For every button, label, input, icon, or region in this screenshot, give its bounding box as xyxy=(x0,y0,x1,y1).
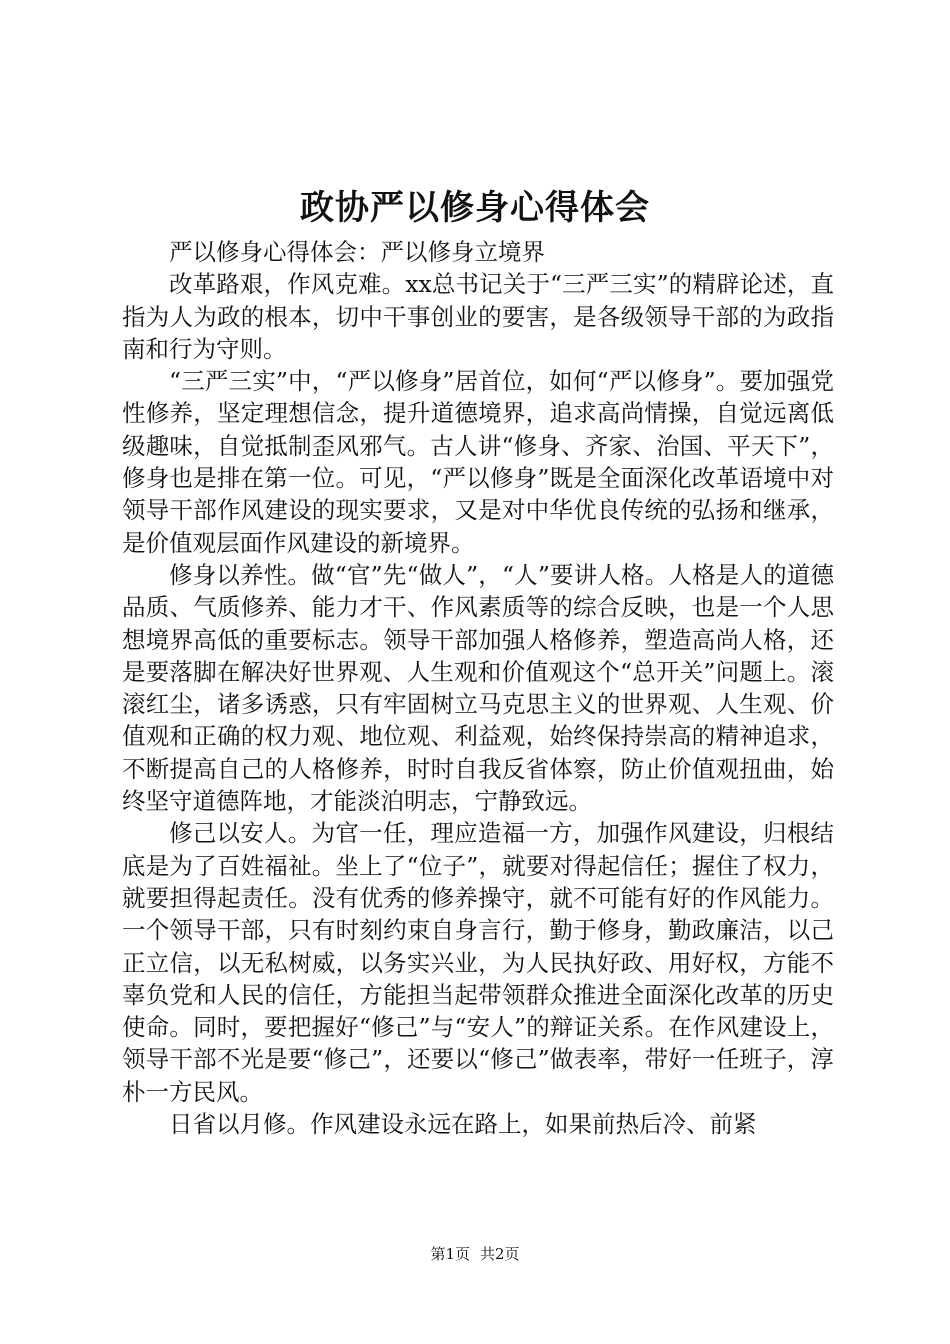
paragraph: 修身以养性。做“官”先“做人”，“人”要讲人格。人格是人的道德品质、气质修养、能力才干、作风素质等的综合反映，也是一个人思想境界高低的重要标志。领导干部加强人格修养，塑造高尚人格，还是要落脚在解决好世界观、人生观和价值观这个“总开关”问题上。滚滚红尘，诸多诱惑，只有牢固树立马克思主义的世界观、人生观、价值观和正确的权力观、地位观、利益观，始终保持崇高的精神追求，不断提高自己的人格修养，时时自我反省体察，防止价值观扭曲，始终坚守道德阵地，才能淡泊明志，宁静致远。 xyxy=(122,560,834,816)
document-body xyxy=(122,236,834,1140)
paragraph: 修己以安人。为官一任，理应造福一方，加强作风建设，归根结底是为了百姓福祉。坐上了“位子”，就要对得起信任；握住了权力，就要担得起责任。没有优秀的修养操守，就不可能有好的作风能力。一个领导干部，只有时刻约束自身言行，勤于修身，勤政廉洁，以己正立信，以无私树威，以务实兴业，为人民执好政、用好权，方能不辜负党和人民的信任，方能担当起带领群众推进全面深化改革的历史使命。同时，要把握好“修己”与“安人”的辩证关系。在作风建设上，领导干部不光是要“修己”，还要以“修己”做表率，带好一任班子，淳朴一方民风。 xyxy=(122,819,834,1106)
page-number: 第1页 xyxy=(430,1245,470,1263)
page-footer xyxy=(0,1243,950,1265)
paragraph: 改革路艰，作风克难。xx总书记关于“三严三实”的精辟论述，直指为人为政的根本，切中干事创业的要害，是各级领导干部的为政指南和行为守则。 xyxy=(122,270,834,363)
page-total: 共2页 xyxy=(480,1245,520,1263)
document-title: 政协严以修身心得体会 xyxy=(300,188,650,228)
paragraph: “三严三实”中，“严以修身”居首位，如何“严以修身”。要加强党性修养，坚定理想信念，提升道德境界，追求高尚情操，自觉远离低级趣味，自觉抵制歪风邪气。古人讲“修身、齐家、治国、平天下”，修身也是排在第一位。可见，“严以修身”既是全面深化改革语境中对领导干部作风建设的现实要求，又是对中华优良传统的弘扬和继承，是价值观层面作风建设的新境界。 xyxy=(122,367,834,557)
paragraph-subtitle: 严以修身心得体会：严以修身立境界 xyxy=(169,238,545,266)
paragraph: 日省以月修。作风建设永远在路上，如果前热后冷、前紧 xyxy=(169,1110,757,1139)
